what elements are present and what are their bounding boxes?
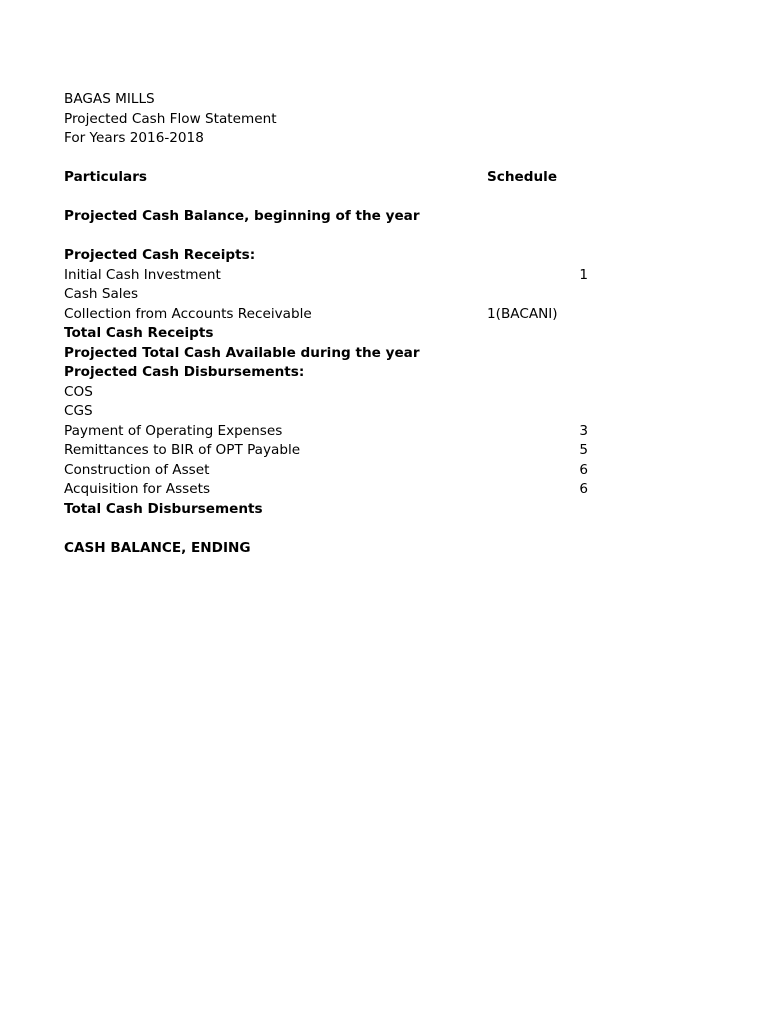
construction-row (64, 461, 604, 481)
cash-flow-statement (64, 90, 604, 558)
cgs-label: CGS (64, 403, 93, 419)
spacer (64, 188, 604, 208)
cos-label: COS (64, 383, 93, 400)
cash-sales-label: Cash Sales (64, 286, 139, 302)
acquisition-label: Acquisition for Assets (64, 481, 211, 497)
spacer (64, 519, 604, 539)
statement-title-row (64, 110, 604, 130)
disbursements-heading: Projected Cash Disbursements: (64, 364, 305, 380)
spacer (64, 149, 604, 169)
initial-investment-schedule: 1 (579, 266, 588, 283)
total-available-label: Projected Total Cash Available during the year (64, 344, 420, 361)
total-receipts-label: Total Cash Receipts (64, 325, 214, 341)
company-name: BAGAS MILLS (64, 91, 155, 107)
ending-balance-row (64, 539, 604, 559)
initial-investment-label: Initial Cash Investment (64, 266, 221, 283)
spacer (64, 227, 604, 247)
initial-investment-row (64, 266, 604, 286)
ending-balance-label: CASH BALANCE, ENDING (64, 539, 251, 556)
cos-row (64, 383, 604, 403)
operating-expenses-row (64, 422, 604, 442)
collection-ar-label: Collection from Accounts Receivable (64, 305, 312, 322)
construction-schedule: 6 (579, 461, 588, 478)
cgs-row (64, 402, 604, 422)
beginning-balance-label: Projected Cash Balance, beginning of the year (64, 208, 420, 224)
column-header-row (64, 168, 604, 188)
operating-expenses-label: Payment of Operating Expenses (64, 422, 283, 439)
collection-ar-schedule: 1(BACANI) (487, 305, 558, 322)
disbursements-heading-row (64, 363, 604, 383)
beginning-balance-row (64, 207, 604, 227)
opt-remittance-schedule: 5 (579, 442, 588, 458)
total-disbursements-row (64, 500, 604, 520)
collection-ar-row (64, 305, 604, 325)
company-name-row (64, 90, 604, 110)
total-disbursements-label: Total Cash Disbursements (64, 500, 263, 517)
total-available-row (64, 344, 604, 364)
opt-remittance-label: Remittances to BIR of OPT Payable (64, 442, 301, 458)
acquisition-schedule: 6 (579, 481, 588, 497)
receipts-heading-row (64, 246, 604, 266)
statement-period: For Years 2016-2018 (64, 130, 204, 146)
opt-remittance-row (64, 441, 604, 461)
schedule-header: Schedule (487, 169, 558, 185)
cash-sales-row (64, 285, 604, 305)
statement-title: Projected Cash Flow Statement (64, 110, 277, 127)
particulars-header: Particulars (64, 169, 147, 185)
acquisition-row (64, 480, 604, 500)
receipts-heading: Projected Cash Receipts: (64, 247, 256, 263)
operating-expenses-schedule: 3 (579, 422, 588, 439)
period-row (64, 129, 604, 149)
construction-label: Construction of Asset (64, 461, 210, 478)
total-receipts-row (64, 324, 604, 344)
